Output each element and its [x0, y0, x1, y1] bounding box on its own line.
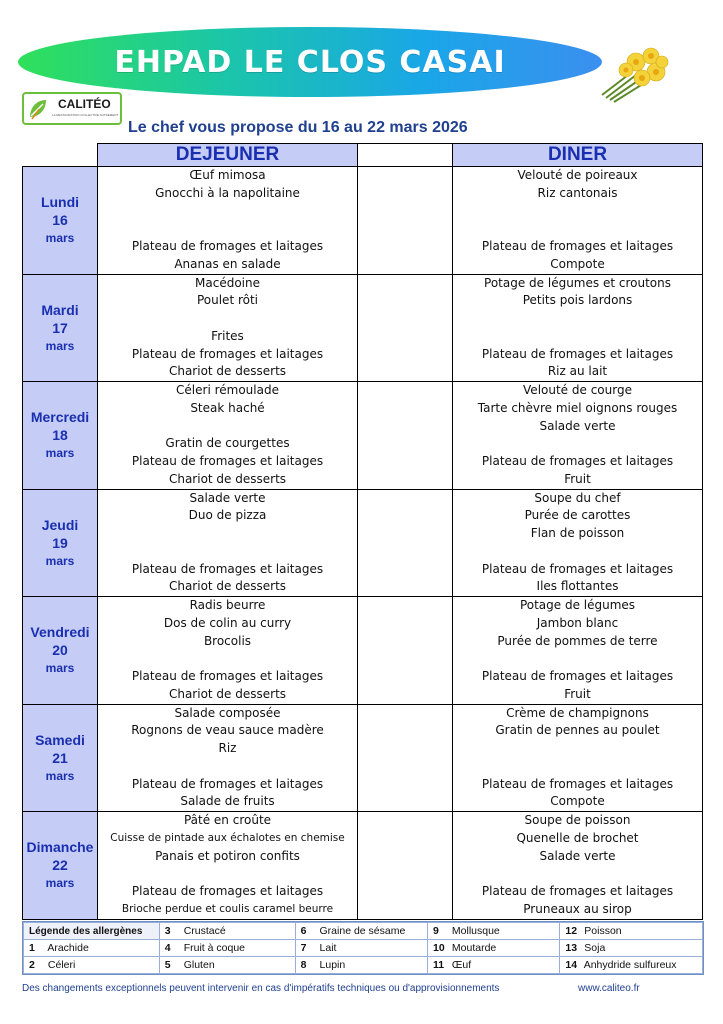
- dish-item: Macédoine: [195, 275, 260, 290]
- dish-item: Compote: [550, 256, 605, 271]
- legend-item: 6 Graine de sésame: [295, 923, 427, 940]
- dish-item: Œuf mimosa: [189, 168, 266, 182]
- dish-item: Fruit: [564, 471, 591, 486]
- day-month: mars: [45, 338, 75, 353]
- legend-item: 13 Soja: [560, 940, 703, 957]
- dish-item: Purée de carottes: [524, 508, 631, 523]
- legend-item: 8 Lupin: [295, 957, 427, 974]
- dish-item: [453, 220, 702, 238]
- dish-item: [453, 865, 702, 883]
- dish-item: Plateau de fromages et laitages: [131, 346, 324, 361]
- day-month: mars: [45, 768, 75, 783]
- footer-website-link[interactable]: www.caliteo.fr: [578, 983, 640, 994]
- dish-item: Iles flottantes: [536, 579, 619, 594]
- menu-body: [23, 167, 703, 920]
- dish-item: Plateau de fromages et laitages: [481, 346, 674, 361]
- dish-item: Chariot de desserts: [168, 579, 287, 594]
- dish-item: [453, 740, 702, 758]
- dish-item: Plateau de fromages et laitages: [481, 561, 674, 576]
- dish-item: Chariot de desserts: [168, 471, 287, 486]
- day-number: 22: [52, 857, 68, 874]
- spacer-column-header: [358, 144, 453, 167]
- dish-item: Brioche perdue et coulis caramel beurre: [121, 902, 334, 915]
- dish-item: Salade de fruits: [180, 794, 275, 809]
- dish-item: Purée de pommes de terre: [497, 633, 658, 648]
- dinner-cell: [453, 489, 703, 597]
- day-name: Jeudi: [41, 516, 79, 533]
- day-row: [23, 597, 703, 705]
- dish-item: Compote: [550, 794, 605, 809]
- dinner-column-header: DINER: [453, 144, 703, 167]
- legend-item: 2 Céleri: [24, 957, 160, 974]
- dish-item: Brocolis: [203, 633, 252, 648]
- dish-item: Salade verte: [189, 490, 266, 505]
- dish-item: Plateau de fromages et laitages: [481, 884, 674, 898]
- lunch-column-header: DEJEUNER: [98, 144, 358, 167]
- day-label-cell: [23, 274, 98, 382]
- dinner-cell: [453, 597, 703, 705]
- day-row: [23, 274, 703, 382]
- dish-item: Riz au lait: [547, 364, 608, 379]
- spacer-cell: [358, 382, 453, 490]
- dish-item: Plateau de fromages et laitages: [131, 561, 324, 576]
- dish-item: Soupe du chef: [534, 490, 621, 505]
- footer-disclaimer: Des changements exceptionnels peuvent intervenir en cas d'impératifs techniques ou d'approvisionnements: [22, 983, 500, 994]
- dish-item: Plateau de fromages et laitages: [481, 776, 674, 791]
- corner-cell: [23, 144, 98, 167]
- lunch-cell: [98, 167, 358, 275]
- dish-item: Flan de poisson: [530, 526, 625, 540]
- legend-item: 11 Œuf: [427, 957, 559, 974]
- day-label-cell: [23, 489, 98, 597]
- day-name: Vendredi: [30, 624, 90, 641]
- dish-item: Gratin de pennes au poulet: [495, 723, 660, 738]
- day-month: mars: [45, 661, 75, 676]
- dish-item: Ananas en salade: [174, 256, 281, 271]
- menu-period-subtitle: Le chef vous propose du 16 au 22 mars 2026: [128, 119, 468, 136]
- dish-item: [453, 310, 702, 328]
- dinner-cell: [453, 274, 703, 382]
- dish-item: Pruneaux au sirop: [523, 901, 632, 916]
- day-name: Mercredi: [30, 409, 90, 426]
- spacer-cell: [358, 812, 453, 920]
- daffodil-bouquet-icon: [596, 40, 671, 105]
- dinner-cell: [453, 704, 703, 812]
- lunch-cell: [98, 274, 358, 382]
- dish-item: Plateau de fromages et laitages: [131, 669, 324, 683]
- dish-item: [98, 650, 357, 668]
- lunch-cell: [98, 489, 358, 597]
- legend-title: Légende des allergènes: [24, 923, 160, 940]
- spacer-cell: [358, 167, 453, 275]
- page-title: EHPAD LE CLOS CASAI: [114, 44, 506, 80]
- dish-item: Salade verte: [539, 418, 616, 433]
- dish-item: [453, 435, 702, 453]
- dish-item: Velouté de poireaux: [517, 168, 638, 182]
- dish-item: Poulet rôti: [196, 293, 259, 308]
- day-month: mars: [45, 231, 75, 246]
- dish-item: [453, 328, 702, 346]
- spacer-cell: [358, 597, 453, 705]
- spacer-cell: [358, 274, 453, 382]
- dish-item: Plateau de fromages et laitages: [481, 454, 674, 468]
- dish-item: Panais et potiron confits: [155, 848, 300, 863]
- day-label-cell: [23, 597, 98, 705]
- dish-item: [453, 650, 702, 668]
- dish-item: Quenelle de brochet: [516, 830, 639, 845]
- dish-item: [453, 203, 702, 221]
- dish-item: Dos de colin au curry: [163, 615, 292, 630]
- day-label-cell: [23, 812, 98, 920]
- day-name: Mardi: [41, 301, 79, 318]
- day-month: mars: [45, 876, 75, 891]
- dish-item: [98, 543, 357, 561]
- day-number: 19: [52, 534, 68, 551]
- logo-tagline: LA RESTAURATION COLLECTIVE AUTREMENT: [52, 113, 119, 117]
- allergen-legend: [22, 921, 704, 975]
- day-name: Dimanche: [26, 839, 94, 856]
- day-name: Lundi: [40, 194, 80, 211]
- day-label-cell: [23, 382, 98, 490]
- spacer-cell: [358, 489, 453, 597]
- dish-item: Gnocchi à la napolitaine: [155, 185, 300, 200]
- lunch-cell: [98, 812, 358, 920]
- dish-item: Cuisse de pintade aux échalotes en chemise: [110, 831, 345, 844]
- dish-item: Fruit: [564, 686, 591, 701]
- legend-item: 7 Lait: [295, 940, 427, 957]
- lunch-cell: [98, 597, 358, 705]
- day-month: mars: [45, 446, 75, 461]
- day-row: [23, 489, 703, 597]
- dish-item: Salade composée: [174, 705, 281, 720]
- dish-item: Velouté de courge: [523, 383, 632, 397]
- dish-item: Céleri rémoulade: [176, 383, 279, 397]
- caliteo-logo: [22, 92, 122, 125]
- legend-item: 4 Fruit à coque: [159, 940, 295, 957]
- day-row: [23, 812, 703, 920]
- dish-item: Plateau de fromages et laitages: [481, 239, 674, 253]
- dish-item: Rognons de veau sauce madère: [131, 723, 324, 738]
- dish-item: Radis beurre: [189, 598, 266, 612]
- lunch-cell: [98, 704, 358, 812]
- legend-item: 12 Poisson: [560, 923, 703, 940]
- day-label-cell: [23, 167, 98, 275]
- dish-item: [453, 543, 702, 561]
- dish-item: Potage de légumes: [519, 598, 636, 612]
- legend-item: 1 Arachide: [24, 940, 160, 957]
- day-month: mars: [45, 553, 75, 568]
- dish-item: Frites: [211, 328, 244, 343]
- dish-item: Chariot de desserts: [168, 364, 287, 379]
- dish-item: Crème de champignons: [506, 705, 649, 720]
- day-number: 20: [52, 642, 68, 659]
- dish-item: Duo de pizza: [188, 508, 267, 523]
- day-number: 17: [52, 319, 68, 336]
- day-label-cell: [23, 704, 98, 812]
- dish-item: Plateau de fromages et laitages: [131, 776, 324, 791]
- spacer-cell: [358, 704, 453, 812]
- lunch-cell: [98, 382, 358, 490]
- dish-item: [453, 758, 702, 776]
- dish-item: [98, 525, 357, 543]
- dish-item: [98, 418, 357, 436]
- dish-item: Plateau de fromages et laitages: [131, 884, 324, 898]
- dish-item: Gratin de courgettes: [165, 436, 290, 451]
- day-number: 16: [52, 212, 68, 229]
- dish-item: Petits pois lardons: [522, 293, 633, 308]
- dish-item: Plateau de fromages et laitages: [481, 669, 674, 683]
- dinner-cell: [453, 382, 703, 490]
- legend-item: 10 Moutarde: [427, 940, 559, 957]
- dish-item: Pâté en croûte: [183, 813, 272, 827]
- dish-item: Jambon blanc: [536, 615, 619, 630]
- dish-item: Tarte chèvre miel oignons rouges: [477, 400, 678, 415]
- dish-item: Potage de légumes et croutons: [484, 275, 671, 290]
- dish-item: [98, 220, 357, 238]
- dish-item: [98, 310, 357, 328]
- legend-item: 5 Gluten: [159, 957, 295, 974]
- logo-text: CALITÉO: [58, 97, 111, 111]
- legend-item: 14 Anhydride sulfureux: [560, 957, 703, 974]
- dish-item: Riz: [218, 741, 237, 755]
- day-row: [23, 704, 703, 812]
- dish-item: Salade verte: [539, 848, 616, 863]
- day-row: [23, 382, 703, 490]
- dish-item: [98, 865, 357, 883]
- leaf-logo-icon: [27, 97, 49, 121]
- dish-item: Plateau de fromages et laitages: [131, 239, 324, 253]
- dish-item: Chariot de desserts: [168, 686, 287, 701]
- dinner-cell: [453, 812, 703, 920]
- dinner-cell: [453, 167, 703, 275]
- legend-item: 9 Mollusque: [427, 923, 559, 940]
- dish-item: Plateau de fromages et laitages: [131, 454, 324, 468]
- day-row: [23, 167, 703, 275]
- dish-item: [98, 203, 357, 221]
- legend-item: 3 Crustacé: [159, 923, 295, 940]
- dish-item: Steak haché: [190, 400, 265, 415]
- weekly-menu-table: [22, 143, 703, 920]
- dish-item: Riz cantonais: [537, 185, 618, 200]
- day-number: 18: [52, 427, 68, 444]
- day-name: Samedi: [35, 731, 85, 748]
- dish-item: Soupe de poisson: [524, 813, 631, 827]
- day-number: 21: [52, 749, 68, 766]
- dish-item: [98, 758, 357, 776]
